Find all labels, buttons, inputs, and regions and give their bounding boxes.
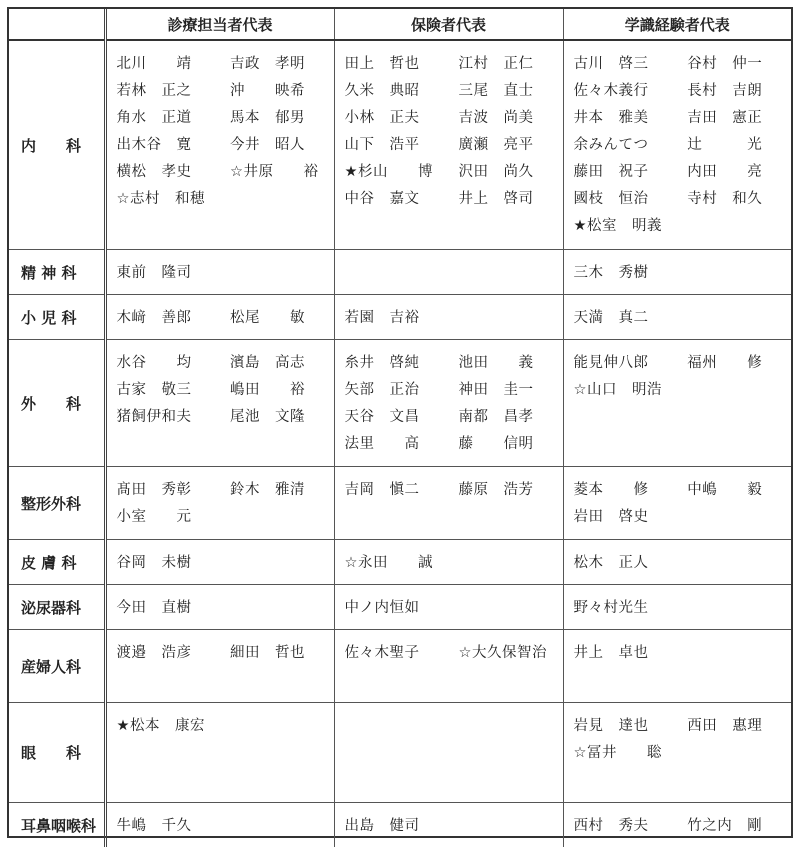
department-label: [9, 295, 105, 340]
name-list: [117, 640, 326, 667]
member-name: 池田 義: [459, 350, 555, 377]
name-list: [117, 305, 326, 332]
department-name: 眼 科: [21, 742, 81, 763]
member-name: 井本 雅美: [574, 105, 670, 132]
name-list: [117, 713, 326, 740]
member-name: 糸井 啓純: [345, 350, 441, 377]
member-name: ☆山口 明浩: [574, 377, 670, 404]
name-list: [345, 477, 555, 504]
table-row: [9, 467, 791, 540]
name-list: [345, 550, 555, 577]
member-name: 中ノ内恒如: [345, 595, 441, 622]
member-name: 出島 健司: [345, 813, 441, 840]
insurer-cell: [334, 295, 563, 340]
department-name: 内 科: [21, 135, 81, 156]
academic-cell: [563, 585, 791, 630]
member-name: 岩見 達也: [574, 713, 670, 740]
member-name: 馬本 郁男: [230, 105, 326, 132]
department-name: 耳鼻咽喉科: [21, 815, 96, 836]
member-name: 神田 圭一: [459, 377, 555, 404]
insurer-cell: [334, 703, 563, 803]
medical-cell: [105, 703, 334, 803]
member-name: 藤田 祝子: [574, 159, 670, 186]
name-list: [574, 813, 784, 840]
insurer-cell: [334, 340, 563, 467]
member-name: 中谷 嘉文: [345, 186, 441, 213]
table-row: [9, 585, 791, 630]
member-name: 福州 修: [687, 350, 783, 377]
member-name: 鈴木 雅清: [230, 477, 326, 504]
member-name: 國枝 恒治: [574, 186, 670, 213]
member-name: 牛嶋 千久: [117, 813, 213, 840]
member-name: 細田 哲也: [230, 640, 326, 667]
member-name: ★杉山 博: [345, 159, 441, 186]
member-name: ★松室 明義: [574, 213, 670, 240]
department-label: [9, 250, 105, 295]
member-name: ☆井原 裕: [230, 159, 326, 186]
member-name: 佐々木義行: [574, 78, 670, 105]
table-row: [9, 630, 791, 703]
table-row: [9, 803, 791, 847]
member-name: 久米 典昭: [345, 78, 441, 105]
member-name: 三尾 直士: [459, 78, 555, 105]
member-name: 猪飼伊和夫: [117, 404, 213, 431]
member-name: ☆永田 誠: [345, 550, 441, 577]
table-row: [9, 295, 791, 340]
medical-cell: [105, 630, 334, 703]
academic-cell: [563, 703, 791, 803]
table-row: [9, 540, 791, 585]
name-list: [574, 640, 784, 667]
insurer-cell: [334, 250, 563, 295]
department-name: 産婦人科: [21, 656, 81, 677]
insurer-cell: [334, 803, 563, 847]
medical-cell: [105, 540, 334, 585]
academic-cell: [563, 803, 791, 847]
member-name: 松尾 敏: [230, 305, 326, 332]
member-name: ☆大久保智治: [459, 640, 555, 667]
member-name: 竹之内 剛: [687, 813, 783, 840]
name-list: [117, 550, 326, 577]
roster-table: [9, 9, 791, 847]
name-list: [345, 595, 555, 622]
name-list: [345, 350, 555, 458]
member-name: 佐々木聖子: [345, 640, 441, 667]
member-name: 三木 秀樹: [574, 260, 670, 287]
department-name: 外 科: [21, 393, 81, 414]
department-name: 精 神 科: [21, 262, 76, 283]
table-row: [9, 340, 791, 467]
name-list: [345, 640, 555, 667]
insurer-cell: [334, 40, 563, 250]
academic-cell: [563, 540, 791, 585]
name-list: [345, 813, 555, 840]
department-label: [9, 40, 105, 250]
member-name: 若林 正之: [117, 78, 213, 105]
name-list: [574, 51, 784, 240]
member-name: 出木谷 寛: [117, 132, 213, 159]
member-name: 吉岡 愼二: [345, 477, 441, 504]
insurer-cell: [334, 540, 563, 585]
member-name: 野々村光生: [574, 595, 670, 622]
member-name: 長村 吉朗: [687, 78, 783, 105]
member-name: 余みんてつ: [574, 132, 670, 159]
member-name: 東前 隆司: [117, 260, 213, 287]
member-name: 廣瀬 亮平: [459, 132, 555, 159]
member-name: 角水 正道: [117, 105, 213, 132]
committee-roster: [7, 7, 793, 838]
member-name: 能見伸八郎: [574, 350, 670, 377]
member-name: ★松本 康宏: [117, 713, 213, 740]
member-name: 中嶋 毅: [687, 477, 783, 504]
member-name: 辻 光: [687, 132, 783, 159]
medical-cell: [105, 340, 334, 467]
name-list: [117, 813, 326, 840]
academic-cell: [563, 40, 791, 250]
department-label: [9, 467, 105, 540]
member-name: 江村 正仁: [459, 51, 555, 78]
member-name: 西田 惠理: [687, 713, 783, 740]
name-list: [574, 595, 784, 622]
academic-cell: [563, 467, 791, 540]
department-name: 整形外科: [21, 493, 81, 514]
insurer-cell: [334, 630, 563, 703]
department-label: [9, 803, 105, 847]
insurer-cell: [334, 585, 563, 630]
member-name: 谷村 仲一: [687, 51, 783, 78]
member-name: 沖 映希: [230, 78, 326, 105]
member-name: 井上 啓司: [459, 186, 555, 213]
member-name: 藤 信明: [459, 431, 555, 458]
medical-cell: [105, 467, 334, 540]
department-label: [9, 340, 105, 467]
table-row: [9, 703, 791, 803]
member-name: 吉波 尚美: [459, 105, 555, 132]
member-name: 吉田 憲正: [687, 105, 783, 132]
member-name: 古家 敬三: [117, 377, 213, 404]
member-name: 天谷 文昌: [345, 404, 441, 431]
member-name: 水谷 均: [117, 350, 213, 377]
member-name: 法里 高: [345, 431, 441, 458]
table-row: [9, 40, 791, 250]
member-name: 田上 哲也: [345, 51, 441, 78]
department-name: 皮 膚 科: [21, 552, 76, 573]
academic-cell: [563, 295, 791, 340]
name-list: [574, 350, 784, 404]
member-name: 井上 卓也: [574, 640, 670, 667]
name-list: [117, 477, 326, 531]
name-list: [117, 595, 326, 622]
name-list: [117, 51, 326, 213]
header-corner: [9, 9, 105, 40]
member-name: 小林 正夫: [345, 105, 441, 132]
department-label: [9, 703, 105, 803]
medical-cell: [105, 40, 334, 250]
member-name: 寺村 和久: [687, 186, 783, 213]
member-name: 若園 吉裕: [345, 305, 441, 332]
medical-cell: [105, 803, 334, 847]
header-academic: 学識経験者代表: [563, 9, 791, 40]
department-name: 泌尿器科: [21, 597, 81, 618]
member-name: 今井 昭人: [230, 132, 326, 159]
member-name: 南都 昌孝: [459, 404, 555, 431]
name-list: [117, 350, 326, 431]
name-list: [574, 260, 784, 287]
member-name: 木﨑 善郎: [117, 305, 213, 332]
name-list: [117, 260, 326, 287]
member-name: 松木 正人: [574, 550, 670, 577]
header-row: [9, 9, 791, 40]
member-name: 沢田 尚久: [459, 159, 555, 186]
member-name: 内田 亮: [687, 159, 783, 186]
name-list: [574, 550, 784, 577]
member-name: ☆志村 和穂: [117, 186, 213, 213]
name-list: [345, 51, 555, 213]
member-name: 横松 孝史: [117, 159, 213, 186]
department-label: [9, 540, 105, 585]
medical-cell: [105, 250, 334, 295]
medical-cell: [105, 585, 334, 630]
table-row: [9, 250, 791, 295]
member-name: 岩田 啓史: [574, 504, 670, 531]
member-name: 今田 直樹: [117, 595, 213, 622]
member-name: 北川 靖: [117, 51, 213, 78]
header-medical: 診療担当者代表: [105, 9, 334, 40]
medical-cell: [105, 295, 334, 340]
insurer-cell: [334, 467, 563, 540]
academic-cell: [563, 340, 791, 467]
name-list: [574, 477, 784, 531]
member-name: ☆冨井 聡: [574, 740, 670, 767]
member-name: 渡邉 浩彦: [117, 640, 213, 667]
member-name: 藤原 浩芳: [459, 477, 555, 504]
member-name: 谷岡 未樹: [117, 550, 213, 577]
member-name: 嶋田 裕: [230, 377, 326, 404]
member-name: 菱本 修: [574, 477, 670, 504]
roster-body: [9, 40, 791, 847]
member-name: 尾池 文隆: [230, 404, 326, 431]
academic-cell: [563, 250, 791, 295]
member-name: 髙田 秀彰: [117, 477, 213, 504]
department-name: 小 児 科: [21, 307, 76, 328]
member-name: 矢部 正治: [345, 377, 441, 404]
name-list: [345, 305, 555, 332]
member-name: 古川 啓三: [574, 51, 670, 78]
member-name: 濱島 高志: [230, 350, 326, 377]
name-list: [574, 713, 784, 767]
department-label: [9, 630, 105, 703]
department-label: [9, 585, 105, 630]
academic-cell: [563, 630, 791, 703]
member-name: 小室 元: [117, 504, 213, 531]
member-name: 山下 浩平: [345, 132, 441, 159]
member-name: 天満 真二: [574, 305, 670, 332]
name-list: [574, 305, 784, 332]
member-name: 西村 秀夫: [574, 813, 670, 840]
header-insurer: 保険者代表: [334, 9, 563, 40]
member-name: 吉政 孝明: [230, 51, 326, 78]
